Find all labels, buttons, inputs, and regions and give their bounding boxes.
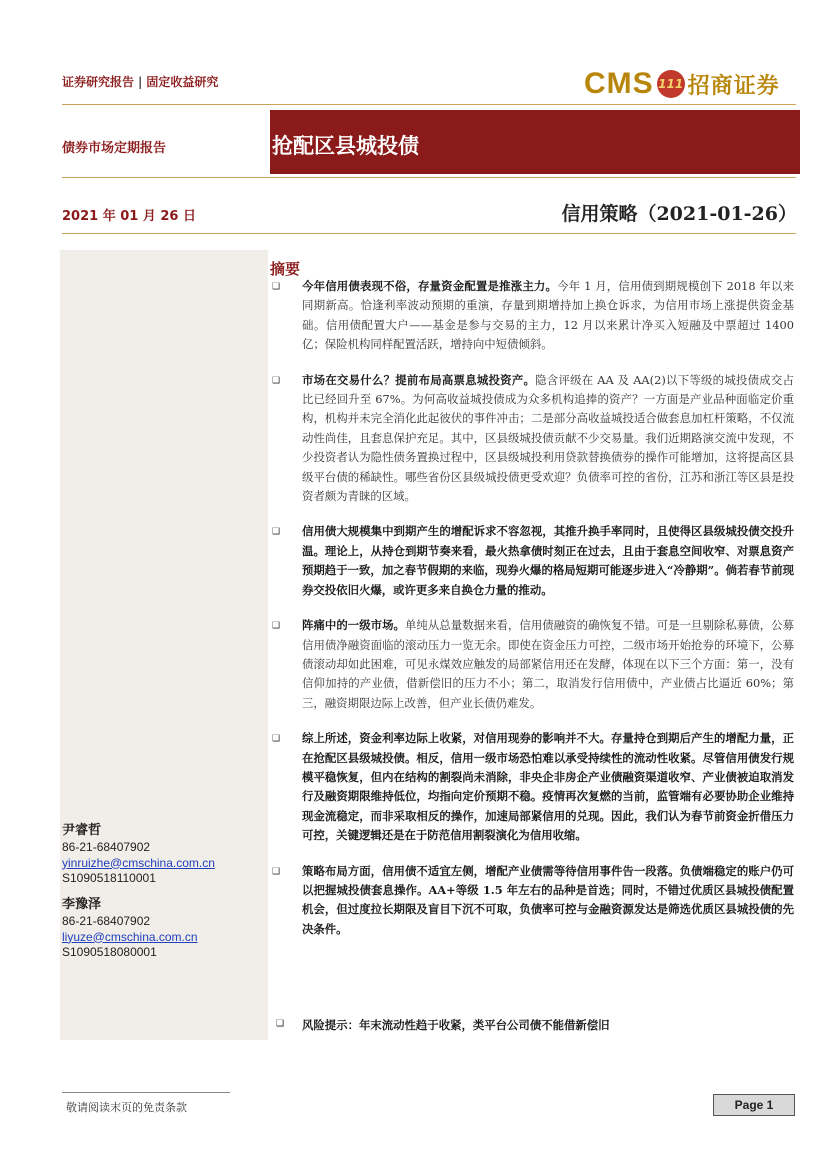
bullet-body: 今年 1 月，信用债到期规模创下 2018 年以来同期新高。恰逢利率波动预期的重演，存量到期增持加上换仓诉求，为信用市场上涨提供资金基础。信用债配置大户——基金是参与交易的主力，12 月以来累计净买入短融及中票超过 1400 亿；保险机构同样配置活跃，增持向中短债倾斜。	[302, 279, 794, 352]
analyst-name: 李豫泽	[62, 897, 102, 912]
analyst-cert: S1090518080001	[62, 945, 157, 959]
checkbox-bullet-icon: ❑	[272, 375, 281, 386]
footer-divider	[62, 1092, 230, 1093]
abstract-bullets	[272, 277, 794, 955]
checkbox-bullet-icon: ❑	[272, 734, 281, 745]
risk-text: 风险提示：年末流动性趋于收紧，类平台公司债不能借新偿旧	[302, 1018, 610, 1032]
logo-badge-icon: 111	[657, 70, 685, 98]
page-number: Page 1	[713, 1094, 795, 1116]
list-item	[272, 862, 794, 940]
bullet-lead: 今年信用债表现不俗，存量资金配置是推涨主力。	[302, 279, 558, 293]
bullet-body: 隐含评级在 AA 及 AA(2)以下等级的城投债成交占比已经回升至 67%。为何高收益城投债成为众多机构追捧的资产？一方面是产业品种面临定价重构，机构并未完全消化此起彼伏的事件冲击；二是部分高收益城投适合做套息加杠杆策略，不仅流动性尚佳，且套息保护充足。其中，区县级城投债贡献不少交易量。我们近期路演交流中发现，不少投资者认为隐性债务置换过程中，区县级城投利用贷款替换债券的操作可能增加，这将提高区县级平台债的稀缺性。哪些省份区县级城投债更受欢迎？负债率可控的省份，江苏和浙江等区县是投资者颇为青睐的区域。	[302, 372, 794, 504]
report-title: 抢配区县城投债	[272, 133, 419, 158]
list-item	[272, 371, 794, 507]
strategy-line: 信用策略（2021-01-26）	[561, 203, 797, 225]
analyst-email[interactable]: liyuze@cmschina.com.cn	[62, 929, 198, 944]
analyst-cert: S1090518110001	[62, 871, 156, 885]
analyst-email[interactable]: yinruizhe@cmschina.com.cn	[62, 855, 215, 870]
disclaimer-note: 敬请阅读末页的免责条款	[66, 1101, 187, 1114]
checkbox-bullet-icon: ❑	[272, 282, 281, 292]
bullet-lead: 市场在交易什么？提前布局高票息城投资产。	[302, 372, 536, 387]
header-divider	[62, 104, 796, 105]
analyst-card	[62, 822, 215, 887]
checkbox-bullet-icon: ❑	[272, 866, 281, 877]
checkbox-bullet-icon: ❑	[272, 527, 281, 538]
bullet-lead: 策略布局方面，信用债不适宜左侧，增配产业债需等待信用事件告一段落。负债端稳定的账户仍可以把握城投债套息操作。AA+等级 1.5 年左右的品种是首选；同时，不错过优质区县城投债配置机会，但过度拉长期限及盲目下沉不可取，负债率可控与金融资源发达是筛选优质区县城投债的先决条件。	[302, 863, 794, 936]
list-item	[272, 616, 794, 713]
company-logo	[584, 66, 780, 102]
risk-warning	[276, 1017, 610, 1033]
list-item	[272, 277, 794, 355]
report-date: 2021 年 01 月 26 日	[62, 209, 196, 224]
logo-latin: CMS	[584, 67, 654, 100]
list-item	[272, 729, 794, 845]
bullet-lead: 综上所述，资金利率边际上收紧，对信用现券的影响并不大。存量持仓到期后产生的增配力量，正在抢配区县级城投债。相反，信用一级市场恐怕难以承受持续性的流动性收紧。尽管信用债发行规模平稳恢复，但内在结构的割裂尚未消除，非央企非房企产业债融资渠道收窄、产业债被迫取消发行及融资期限维持低位，均指向定价预期不稳。疫情再次复燃的当前，监管端有必要协助企业维持现金流稳定，而非采取相反的操作，加速局部紧信用的兑现。因此，我们认为春节前资金折借压力可控，关键逻辑还是在于防范信用割裂演化为信用收缩。	[302, 731, 794, 843]
checkbox-bullet-icon: ❑	[272, 621, 281, 632]
bullet-body: 单纯从总量数据来看，信用债融资的确恢复不错。可是一旦剔除私募债，公募信用债净融资面临的滚动压力一览无余。即使在资金压力可控，二级市场开始抢券的环境下，公募债滚动却如此困难，可见永煤效应触发的局部紧信用还在发酵，体现在以下三个方面：第一，没有信仰加持的产业债，借新偿旧的压力不小；第二，取消发行信用债中，产业债占比逼近 60%；第三，融资期限边际上改善，但产业长债仍难发。	[302, 618, 794, 710]
logo-chinese: 招商证券	[687, 73, 780, 99]
report-category	[62, 73, 218, 90]
list-item	[272, 522, 794, 600]
bullet-lead: 阵痛中的一级市场。	[302, 618, 405, 633]
title-divider	[62, 177, 796, 178]
date-divider	[62, 233, 796, 234]
bullet-lead: 信用债大规模集中到期产生的增配诉求不容忽视，其推升换手率同时，且使得区县级城投债交投升温。理论上，从持仓到期节奏来看，最火热拿债时刻正在过去，且由于套息空间收窄、对票息资产预期趋于一致，加之春节假期的来临，现券火爆的格局短期可能逐步进入“冷静期”。倘若春节前现券交投依旧火爆，或许更多来自换仓力量的推动。	[302, 524, 794, 597]
analyst-phone: 86-21-68407902	[62, 914, 151, 928]
category-separator: |	[138, 75, 143, 89]
category-right: 固定收益研究	[146, 75, 219, 89]
checkbox-bullet-icon: ❑	[276, 1019, 285, 1029]
abstract-heading: 摘要	[270, 260, 301, 278]
analyst-card	[62, 896, 198, 961]
analyst-name: 尹睿哲	[62, 823, 102, 838]
analyst-phone: 86-21-68407902	[62, 840, 151, 854]
report-series: 债券市场定期报告	[62, 141, 167, 156]
category-left: 证券研究报告	[62, 75, 135, 89]
